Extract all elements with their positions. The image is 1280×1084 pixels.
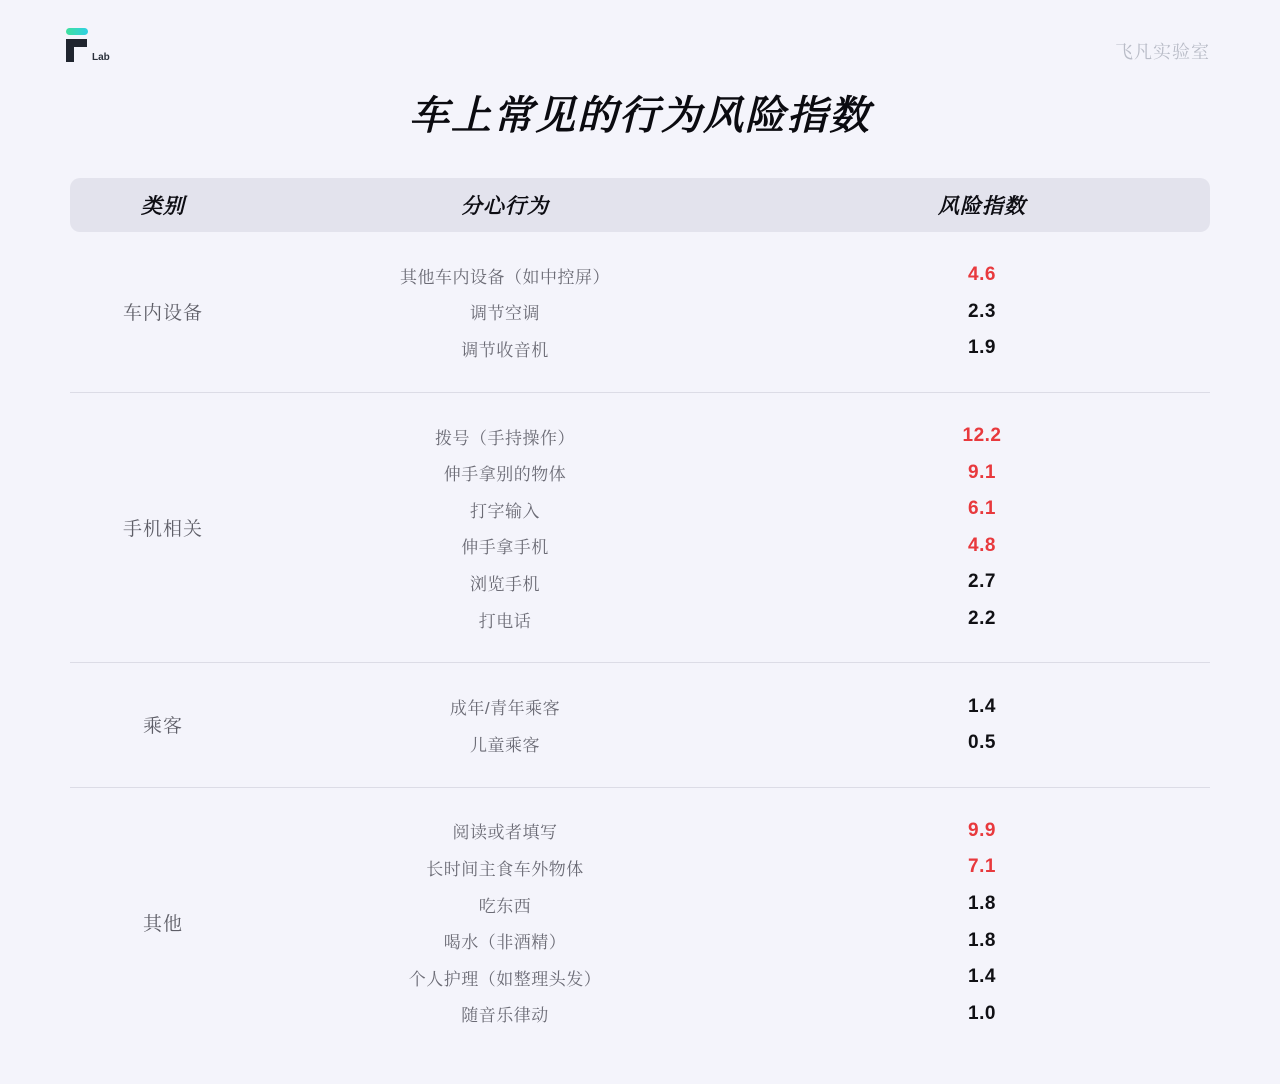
risk-value: 4.6	[968, 264, 996, 286]
logo-pill-icon	[66, 28, 88, 35]
behavior-label: 伸手拿手机	[461, 538, 549, 558]
risk-value: 0.5	[968, 732, 996, 754]
table-row	[256, 996, 1210, 1033]
table-row	[256, 564, 1210, 601]
risk-value: 9.1	[968, 461, 996, 483]
risk-value: 1.0	[968, 1002, 996, 1024]
risk-value: 6.1	[968, 498, 996, 520]
header-behavior: 分心行为	[461, 195, 549, 218]
table-row	[256, 454, 1210, 491]
risk-value: 7.1	[968, 856, 996, 878]
table-group	[70, 392, 1210, 663]
table-row	[256, 849, 1210, 886]
header-category: 类别	[141, 195, 185, 218]
logo-gamma-icon	[66, 39, 88, 63]
table-row	[256, 813, 1210, 850]
header-risk-index: 风险指数	[938, 195, 1026, 218]
risk-value: 2.7	[968, 571, 996, 593]
behavior-label: 儿童乘客	[470, 735, 540, 755]
behavior-label: 调节收音机	[461, 340, 549, 360]
behavior-label: 随音乐律动	[461, 1006, 549, 1026]
risk-value: 2.3	[968, 300, 996, 322]
risk-value: 1.9	[968, 337, 996, 359]
risk-value: 9.9	[968, 819, 996, 841]
category-label: 车内设备	[122, 303, 203, 325]
logo	[66, 28, 110, 63]
behavior-label: 打电话	[478, 611, 532, 631]
behavior-label: 打字输入	[470, 501, 540, 521]
table-row	[256, 688, 1210, 725]
table-header-row	[70, 178, 1210, 232]
page-title: 车上常见的行为风险指数	[409, 94, 871, 138]
behavior-label: 长时间主食车外物体	[426, 859, 584, 879]
risk-value: 12.2	[962, 425, 1002, 447]
table-row	[256, 257, 1210, 294]
behavior-label: 阅读或者填写	[452, 823, 558, 843]
behavior-label: 伸手拿别的物体	[443, 465, 567, 485]
table-row	[256, 294, 1210, 331]
table-row	[256, 491, 1210, 528]
risk-value: 1.4	[968, 695, 996, 717]
table-row	[256, 959, 1210, 996]
behavior-label: 调节空调	[470, 304, 540, 324]
table-group	[70, 787, 1210, 1058]
behavior-label: 个人护理（如整理头发）	[408, 969, 602, 989]
risk-value: 4.8	[968, 534, 996, 556]
category-label: 手机相关	[122, 519, 203, 541]
risk-value: 1.8	[968, 929, 996, 951]
group-rows	[256, 813, 1210, 1033]
behavior-label: 其他车内设备（如中控屏）	[400, 267, 610, 287]
behavior-label: 浏览手机	[470, 574, 540, 594]
category-label: 乘客	[142, 716, 183, 738]
behavior-label: 成年/青年乘客	[449, 699, 561, 719]
table-row	[256, 418, 1210, 455]
group-rows	[256, 688, 1210, 761]
risk-value: 1.8	[968, 893, 996, 915]
table-row	[256, 725, 1210, 762]
table-group	[70, 232, 1210, 392]
risk-value: 2.2	[968, 608, 996, 630]
table-group	[70, 662, 1210, 786]
table-row	[256, 886, 1210, 923]
behavior-label: 拨号（手持操作）	[435, 428, 575, 448]
risk-value: 1.4	[968, 966, 996, 988]
table-row	[256, 922, 1210, 959]
top-bar	[0, 0, 1280, 66]
risk-table	[70, 178, 1210, 1057]
logo-lab-label: Lab	[92, 52, 110, 63]
table-body	[70, 232, 1210, 1057]
table-row	[256, 528, 1210, 565]
behavior-label: 喝水（非酒精）	[443, 933, 567, 953]
behavior-label: 吃东西	[478, 896, 532, 916]
category-label: 其他	[142, 913, 183, 935]
table-row	[256, 601, 1210, 638]
group-rows	[256, 257, 1210, 367]
brand-name: 飞凡实验室	[1115, 42, 1210, 62]
group-rows	[256, 418, 1210, 638]
table-row	[256, 330, 1210, 367]
